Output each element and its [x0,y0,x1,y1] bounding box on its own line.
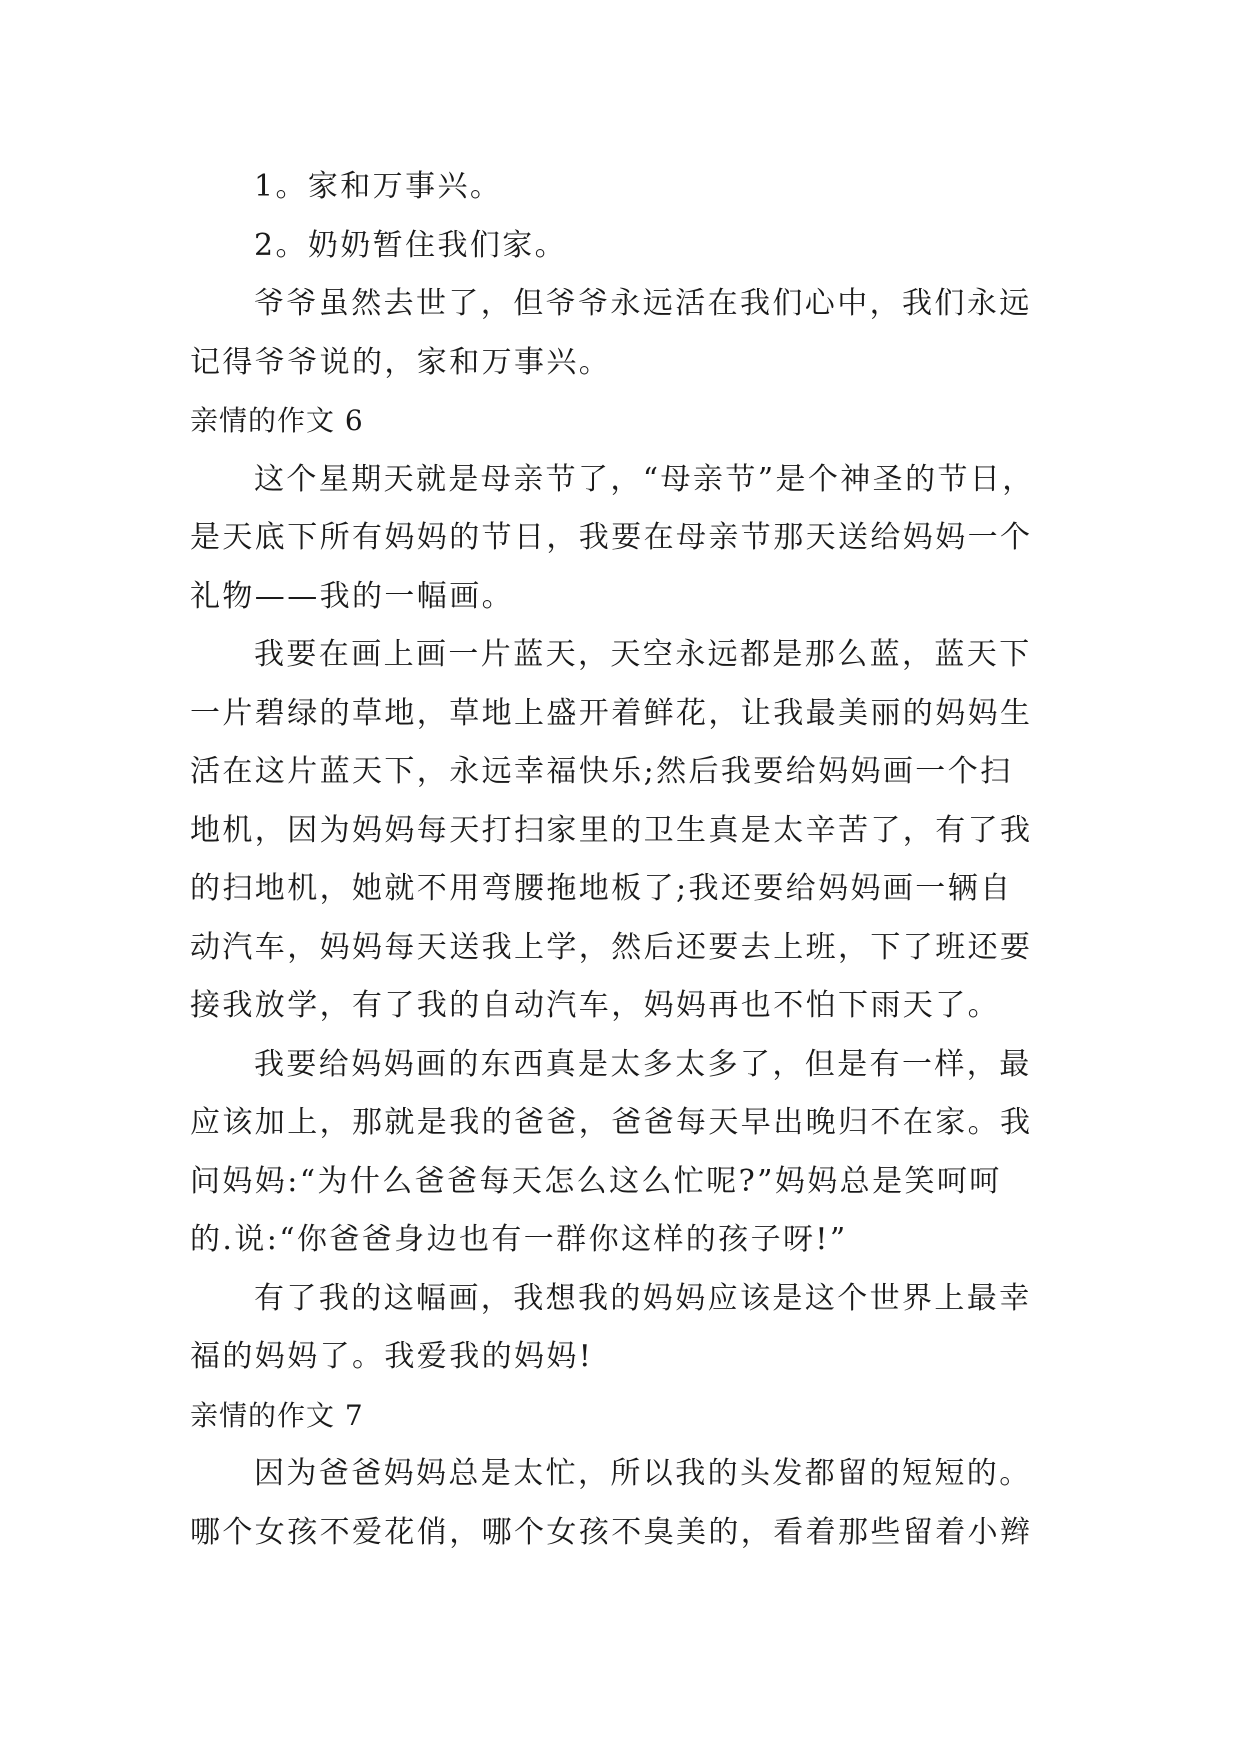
paragraph-line: 爷爷虽然去世了，但爷爷永远活在我们心中，我们永远 [254,286,1032,321]
paragraph-line: 福的妈妈了。我爱我的妈妈! [190,1339,594,1374]
paragraph-line: 礼物——我的一幅画。 [190,578,514,614]
paragraph-line: 我要在画上画一片蓝天，天空永远都是那么蓝，蓝天下 [254,637,1032,672]
paragraph-line: 的扫地机，她就不用弯腰拖地板了;我还要给妈妈画一辆自 [190,871,1013,906]
paragraph-line: 因为爸爸妈妈总是太忙，所以我的头发都留的短短的。 [254,1456,1032,1491]
paragraph-line: 问妈妈:“为什么爸爸每天怎么这么忙呢?”妈妈总是笑呵呵 [190,1163,1002,1199]
paragraph-line: 地机，因为妈妈每天打扫家里的卫生真是太辛苦了，有了我 [190,812,1033,848]
paragraph-line: 活在这片蓝天下，永远幸福快乐;然后我要给妈妈画一个扫 [190,754,1013,789]
list-item-1: 1。家和万事兴。 [254,169,503,204]
section-heading-7: 亲情的作文 7 [190,1398,364,1432]
paragraph-line: 动汽车，妈妈每天送我上学，然后还要去上班，下了班还要 [190,929,1033,965]
section-heading-6: 亲情的作文 6 [190,404,364,437]
paragraph-line: 我要给妈妈画的东西真是太多太多了，但是有一样，最 [254,1046,1032,1082]
paragraph-line: 哪个女孩不爱花俏，哪个女孩不臭美的，看着那些留着小辫 [190,1514,1033,1550]
paragraph-line: 的.说:“你爸爸身边也有一群你这样的孩子呀!” [190,1222,848,1257]
paragraph-line: 记得爷爷说的，家和万事兴。 [190,344,612,380]
paragraph-line: 这个星期天就是母亲节了，“母亲节”是个神圣的节日， [254,461,1035,497]
paragraph-line: 接我放学，有了我的自动汽车，妈妈再也不怕下雨天了。 [190,988,1000,1023]
paragraph-line: 有了我的这幅画，我想我的妈妈应该是这个世界上最幸 [254,1280,1032,1316]
paragraph-line: 一片碧绿的草地，草地上盛开着鲜花，让我最美丽的妈妈生 [190,695,1033,731]
document-body [190,158,1056,1562]
paragraph-line: 应该加上，那就是我的爸爸，爸爸每天早出晚归不在家。我 [190,1105,1033,1140]
list-item-2: 2。奶奶暂住我们家。 [254,227,568,263]
paragraph-line: 是天底下所有妈妈的节日，我要在母亲节那天送给妈妈一个 [190,520,1033,555]
